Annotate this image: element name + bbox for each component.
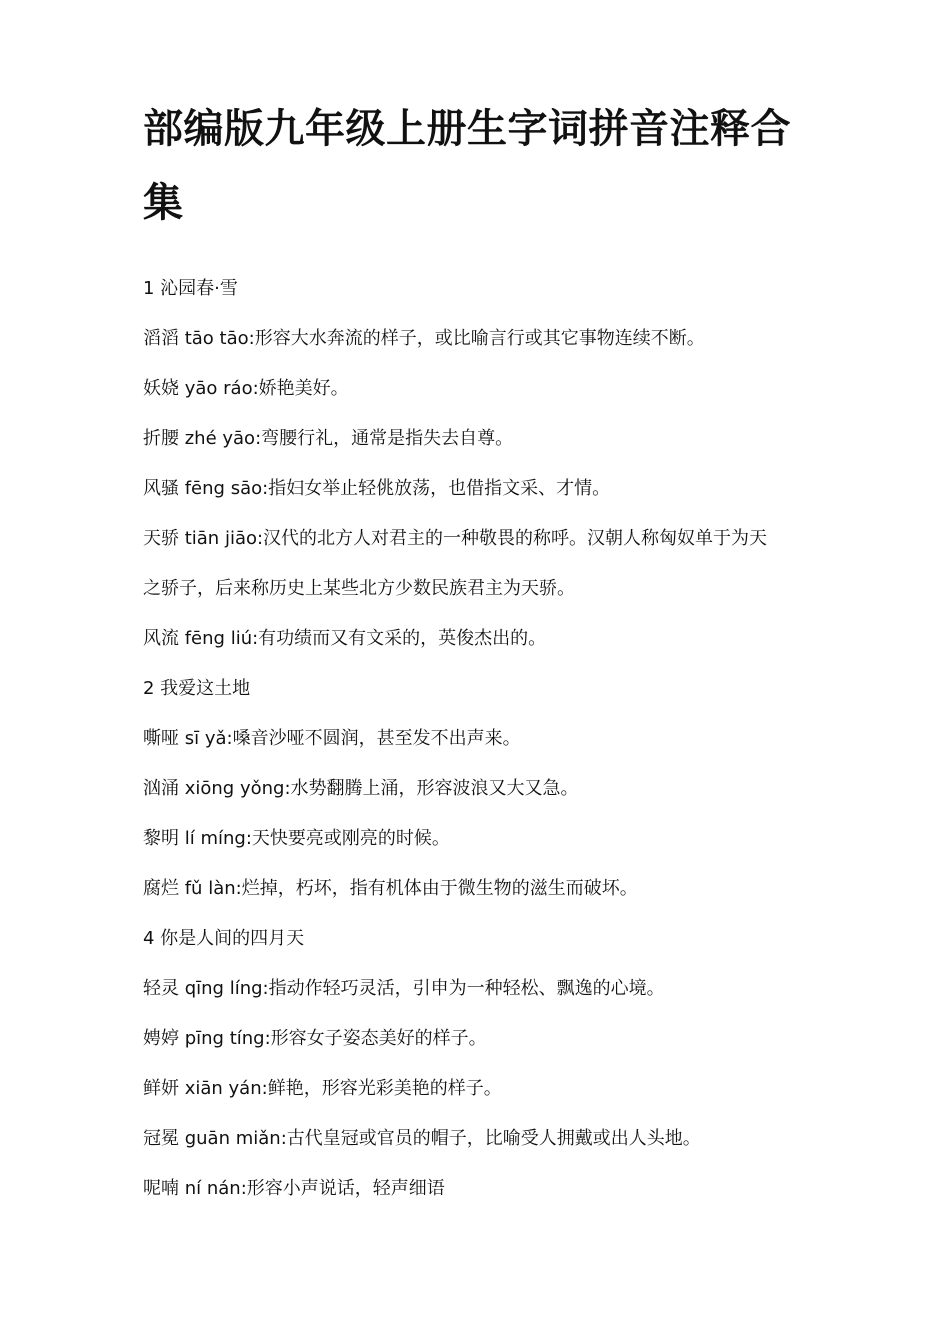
entry-xianyan: 鲜妍 xiān yán:鲜艳，形容光彩美艳的样子。 bbox=[143, 1078, 502, 1099]
entry-liming: 黎明 lí míng:天快要亮或刚亮的时候。 bbox=[143, 828, 450, 849]
entry-zheyao: 折腰 zhé yāo:弯腰行礼，通常是指失去自尊。 bbox=[143, 428, 514, 449]
section-heading-4: 4 你是人间的四月天 bbox=[143, 928, 305, 949]
entry-tianjiao-continued: 之骄子，后来称历史上某些北方少数民族君主为天骄。 bbox=[143, 578, 575, 599]
section-heading-1: 1 沁园春·雪 bbox=[143, 278, 238, 299]
entry-guanmian: 冠冕 guān miǎn:古代皇冠或官员的帽子，比喻受人拥戴或出人头地。 bbox=[143, 1128, 701, 1149]
entry-yaorao: 妖娆 yāo ráo:娇艳美好。 bbox=[143, 378, 349, 399]
page-title: 部编版九年级上册生字词拼音注释合集 bbox=[143, 106, 791, 226]
entry-fengsao: 风骚 fēng sāo:指妇女举止轻佻放荡，也借指文采、才情。 bbox=[143, 478, 611, 499]
entry-xiongyong: 汹涌 xiōng yǒng:水势翻腾上涌，形容波浪又大又急。 bbox=[143, 778, 579, 799]
entry-fulan: 腐烂 fǔ làn:烂掉，朽坏，指有机体由于微生物的滋生而破坏。 bbox=[143, 878, 638, 899]
document-body bbox=[143, 264, 823, 1214]
section-heading-2: 2 我爱这土地 bbox=[143, 678, 251, 699]
entry-pingting: 娉婷 pīng tíng:形容女子姿态美好的样子。 bbox=[143, 1028, 487, 1049]
entry-tianjiao: 天骄 tiān jiāo:汉代的北方人对君主的一种敬畏的称呼。汉朝人称匈奴单于为天 bbox=[143, 528, 768, 549]
entry-taotao: 滔滔 tāo tāo:形容大水奔流的样子，或比喻言行或其它事物连续不断。 bbox=[143, 328, 705, 349]
entry-siya: 嘶哑 sī yǎ:嗓音沙哑不圆润，甚至发不出声来。 bbox=[143, 728, 521, 749]
entry-ninan: 呢喃 ní nán:形容小声说话，轻声细语 bbox=[143, 1178, 445, 1199]
entry-fengliu: 风流 fēng liú:有功绩而又有文采的，英俊杰出的。 bbox=[143, 628, 547, 649]
entry-qingling: 轻灵 qīng líng:指动作轻巧灵活，引申为一种轻松、飘逸的心境。 bbox=[143, 978, 665, 999]
